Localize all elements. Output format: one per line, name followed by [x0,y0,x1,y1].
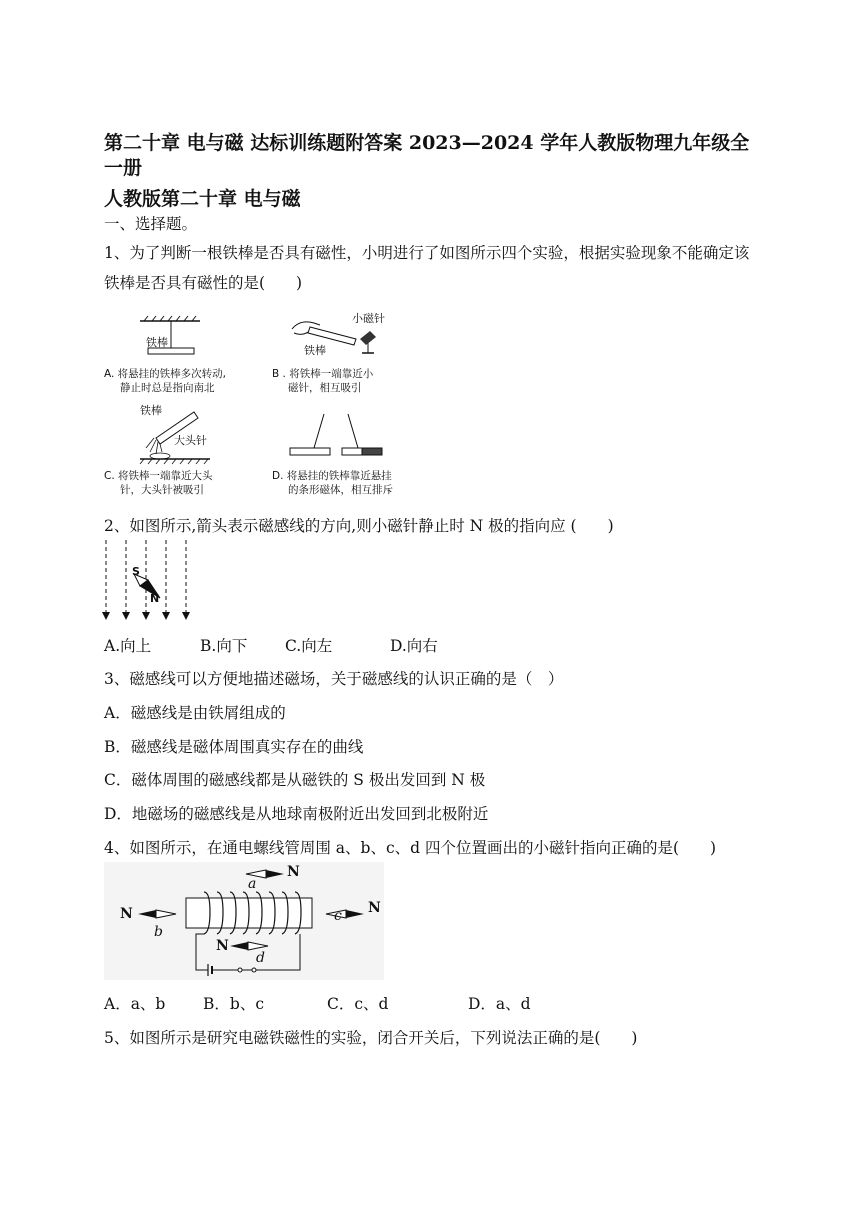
q1-caption-c-line1: C. 将铁棒一端靠近大头 [104,470,213,482]
q1-figure-d [290,412,400,467]
q2-label-s: S [132,565,140,578]
q1-label-pins: 大头针 [174,434,207,447]
q2-option-b: B.向下 [200,637,248,655]
q4-label-b: b [154,924,163,940]
q2-label-n: N [150,592,160,605]
q1-caption-a-line1: A. 将悬挂的铁棒多次转动, [104,368,227,380]
q1-caption-b-line2: 磁针，相互吸引 [288,382,362,394]
q2-option-a: A.向上 [104,637,152,655]
q1-caption-a-line2: 静止时总是指向南北 [120,382,215,394]
q4-label-c: c [334,908,342,924]
q4-option-a: A．a、b [104,995,166,1013]
q4-option-d: D．a、d [468,995,531,1013]
q1-label-iron-rod-c: 铁棒 [140,404,162,417]
q3-option-d: D．地磁场的磁感线是从地球南极附近出发回到北极附近 [104,805,489,823]
q4-label-n-b: N [120,906,133,922]
q2-option-d: D.向右 [390,637,438,655]
q4-label-n-d: N [216,938,229,954]
section-heading: 一、选择题。 [104,215,198,233]
q4-option-c: C．c、d [327,995,389,1013]
q1-label-iron-rod-a: 铁棒 [146,336,168,349]
question-2-stem: 2、如图所示,箭头表示磁感线的方向,则小磁针静止时 N 极的指向应 ( ) [104,517,614,535]
document-subtitle: 人教版第二十章 电与磁 [104,188,301,210]
q4-label-n-c: N [368,900,381,916]
q3-option-b: B．磁感线是磁体周围真实存在的曲线 [104,738,364,756]
q4-label-d: d [256,950,265,966]
q1-label-iron-rod-b: 铁棒 [304,344,326,357]
question-5-stem: 5、如图所示是研究电磁铁磁性的实验，闭合开关后，下列说法正确的是( ) [104,1029,638,1047]
q1-caption-d-line2: 的条形磁体，相互排斥 [288,484,393,496]
q1-caption-c-line2: 针，大头针被吸引 [120,484,204,496]
question-1-stem: 1、为了判断一根铁棒是否具有磁性，小明进行了如图所示四个实验，根据实验现象不能确定该铁棒是否具有磁性的是( ) [104,244,750,292]
question-3-stem: 3、磁感线可以方便地描述磁场，关于磁感线的认识正确的是（ ） [104,670,564,688]
q1-caption-d-line1: D. 将悬挂的铁棒靠近悬挂 [272,470,392,482]
q1-label-compass-needle: 小磁针 [352,312,385,325]
question-4-stem: 4、如图所示，在通电螺线管周围 a、b、c、d 四个位置画出的小磁针指向正确的是( ) [104,839,717,857]
q3-option-c: C．磁体周围的磁感线都是从磁铁的 S 极出发回到 N 极 [104,771,486,789]
q4-figure-solenoid [104,862,384,980]
document-title: 第二十章 电与磁 达标训练题附答案 2023—2024 学年人教版物理九年级全一册 [104,132,750,179]
q2-option-c: C.向左 [285,637,333,655]
q2-figure-field-lines [100,540,195,622]
q4-option-b: B．b、c [203,995,264,1013]
q4-label-a: a [248,876,257,892]
q4-label-n-a: N [287,864,300,880]
q1-caption-b-line1: B . 将铁棒一端靠近小 [272,368,374,380]
q3-option-a: A．磁感线是由铁屑组成的 [104,704,286,722]
